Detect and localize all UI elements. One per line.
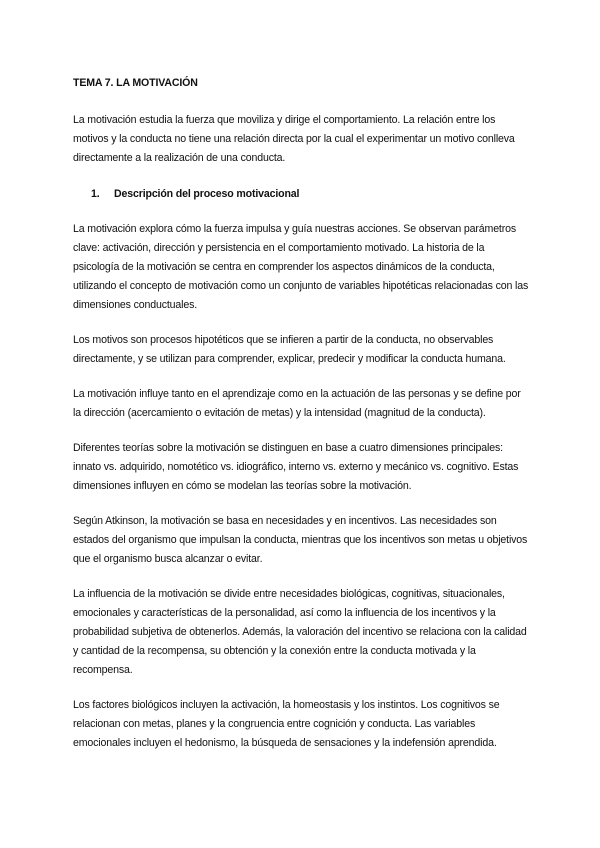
intro-paragraph: La motivación estudia la fuerza que moviliza y dirige el comportamiento. La relación entre los motivos y la conducta no tiene una relación directa por la cual el experimentar un motivo conlleva directamente a la realización de una conducta. — [73, 114, 515, 164]
paragraph-5: Según Atkinson, la motivación se basa en necesidades y en incentivos. Las necesidades son estados del organismo que impulsan la conducta, mientras que los incentivos son metas u objetivos que el organismo busca alcanzar o evitar. — [73, 515, 528, 565]
section-heading — [73, 185, 530, 204]
paragraph-1: La motivación explora cómo la fuerza impulsa y guía nuestras acciones. Se observan parámetros clave: activación, dirección y persistencia en el comportamiento motivado. La historia de la psicología de la motivación se centra en comprender los aspectos dinámicos de la conducta, utilizando el concepto de motivación como un conjunto de variables hipotéticas relacionadas con las dimensiones conductuales. — [73, 223, 529, 311]
paragraph-4: Diferentes teorías sobre la motivación se distinguen en base a cuatro dimensiones principales: innato vs. adquirido, nomotético vs. idiográfico, interno vs. externo y mecánico vs. cognitivo. Estas dimensiones influyen en cómo se modelan las teorías sobre la motivación. — [73, 442, 519, 492]
section-heading-text: Descripción del proceso motivacional — [114, 188, 300, 200]
paragraph-7: Los factores biológicos incluyen la activación, la homeostasis y los instintos. Los cognitivos se relacionan con metas, planes y la congruencia entre cognición y conducta. Las variables emocionales incluyen el hedonismo, la búsqueda de sensaciones y la indefensión aprendida. — [73, 699, 500, 749]
paragraph-6: La influencia de la motivación se divide entre necesidades biológicas, cognitivas, situacionales, emocionales y características de la personalidad, así como la influencia de los incentivos y la probabilidad subjetiva de obtenerlos. Además, la valoración del incentivo se relaciona con la calidad y cantidad de la recompensa, su obtención y la conexión entre la conducta motivada y la recompensa. — [73, 588, 527, 676]
section-number: 1. — [91, 188, 100, 200]
paragraph-2: Los motivos son procesos hipotéticos que se infieren a partir de la conducta, no observables directamente, y se utilizan para comprender, explicar, predecir y modificar la conducta humana. — [73, 334, 506, 365]
page-title: TEMA 7. LA MOTIVACIÓN — [73, 77, 198, 89]
paragraph-3: La motivación influye tanto en el aprendizaje como en la actuación de las personas y se define por la dirección (acercamiento o evitación de metas) y la intensidad (magnitud de la conducta). — [73, 388, 521, 419]
document-body — [73, 74, 530, 769]
